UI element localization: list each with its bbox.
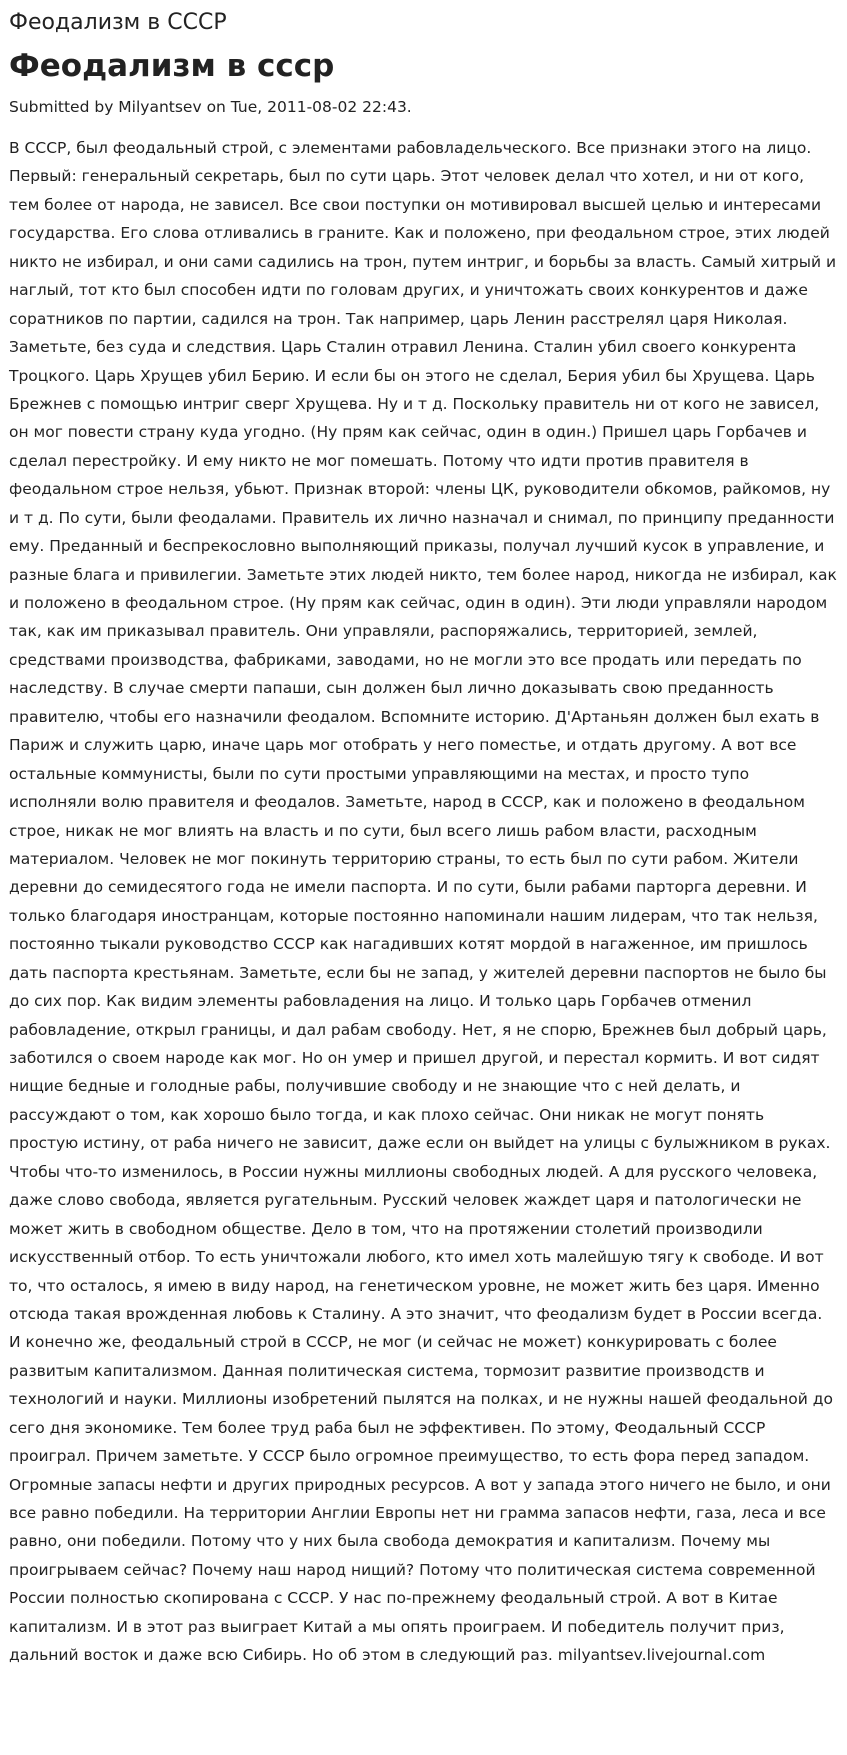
article-title: Феодализм в ссср (9, 48, 335, 84)
site-title[interactable]: Феодализм в СССР (9, 10, 227, 35)
article-body: В СССР, был феодальный строй, с элементами рабовладельческого. Все признаки этого на лицо. Первый: генеральный секретарь, был по сути царь. Этот человек делал что хотел, и ни от кого, тем более от народа, не зависел. Все свои поступки он мотивировал высшей целью и интересами государства. Его слова отливались в граните. Как и положено, при феодальном строе, этих людей никто не избирал, и они сами садились на трон, путем интриг, и борьбы за власть. Самый хитрый и наглый, тот кто был способен идти по головам других, и уничтожать своих конкурентов и даже соратников по партии, садился на трон. Так например, царь Ленин расстрелял царя Николая. Заметьте, без суда и следствия. Царь Сталин отравил Ленина. Сталин убил своего конкурента Троцкого. Царь Хрущев убил Берию. И если бы он этого не сделал, Берия убил бы Хрущева. Царь Брежнев с помощью интриг сверг Хрущева. Ну и т д. Поскольку правитель ни от кого не зависел, он мог повести страну куда угодно. (Ну прям как сейчас, один в один.) Пришел царь Горбачев и сделал перестройку. И ему никто не мог помешать. Потому что идти против правителя в феодальном строе нельзя, убьют. Признак второй: члены ЦК, руководители обкомов, райкомов, ну и т д. По сути, были феодалами. Правитель их лично назначал и снимал, по принципу преданности ему. Преданный и беспрекословно выполняющий приказы, получал лучший кусок в управление, и разные блага и привилегии. Заметьте этих людей никто, тем более народ, никогда не избирал, как и положено в феодальном строе. (Ну прям как сейчас, один в один). Эти люди управляли народом так, как им приказывал правитель. Они управляли, распоряжались, территорией, землей, средствами производства, фабриками, заводами, но не могли это все продать или передать по наследству. В случае смерти папаши, сын должен был лично доказывать свою преданность правителю, чтобы его назначили феодалом. Вспомните историю. Д'Артаньян должен был ехать в Париж и служить царю, иначе царь мог отобрать у него поместье, и отдать другому. А вот все остальные коммунисты, были по сути простыми управляющими на местах, и просто тупо исполняли волю правителя и феодалов. Заметьте, народ в СССР, как и положено в феодальном строе, никак не мог влиять на власть и по сути, был всего лишь рабом власти, расходным материалом. Человек не мог покинуть территорию страны, то есть был по сути рабом. Жители деревни до семидесятого года не имели паспорта. И по сути, были рабами парторга деревни. И только благодаря иностранцам, которые постоянно напоминали нашим лидерам, что так нельзя, постоянно тыкали руководство СССР как нагадивших котят мордой в нагаженное, им пришлось дать паспорта крестьянам. Заметьте, если бы не запад, у жителей деревни паспортов не было бы до сих пор. Как видим элементы рабовладения на лицо. И только царь Горбачев отменил рабовладение, открыл границы, и дал рабам свободу. Нет, я не спорю, Брежнев был добрый царь, заботился о своем народе как мог. Но он умер и пришел другой, и перестал кормить. И вот сидят нищие бедные и голодные рабы, получившие свободу и не знающие что с ней делать, и рассуждают о том, как хорошо было тогда, и как плохо сейчас. Они никак не могут понять простую истину, от раба ничего не зависит, даже если он выйдет на улицы с булыжником в руках. Чтобы что-то изменилось, в России нужны миллионы свободных людей. А для русского человека, даже слово свобода, является ругательным. Русский человек жаждет царя и патологически не может жить в свободном обществе. Дело в том, что на протяжении столетий производили искусственный отбор. То есть уничтожали любого, кто имел хоть малейшую тягу к свободе. И вот то, что осталось, я имею в виду народ, на генетическом уровне, не может жить без царя. Именно отсюда такая врожденная любовь к Сталину. А это значит, что феодализм будет в России всегда. И конечно же, феодальный строй в СССР, не мог (и сейчас не может) конкурировать с более развитым капитализмом. Данная политическая система, тормозит развитие производств и технологий и науки. Миллионы изобретений пылятся на полках, и не нужны нашей феодальной до сего дня экономике. Тем более труд раба был не эффективен. По этому, Феодальный СССР проиграл. Причем заметьте. У СССР было огромное преимущество, то есть фора перед западом. Огромные запасы нефти и других природных ресурсов. А вот у запада этого ничего не было, и они все равно победили. На территории Англии Европы нет ни грамма запасов нефти, газа, леса и все равно, они победили. Потому что у них была свобода демократия и капитализм. Почему мы проигрываем сейчас? Почему наш народ нищий? Потому что политическая система современной России полностью скопирована с СССР. У нас по-прежнему феодальный строй. А вот в Китае капитализм. И в этот раз выиграет Китай а мы опять проиграем. И победитель получит приз, дальний восток и даже всю Сибирь. Но об этом в следующий раз. milyantsev.livejournal.com (9, 139, 837, 1665)
submitted-info: Submitted by Milyantsev on Tue, 2011-08-02 22:43. (9, 98, 412, 116)
